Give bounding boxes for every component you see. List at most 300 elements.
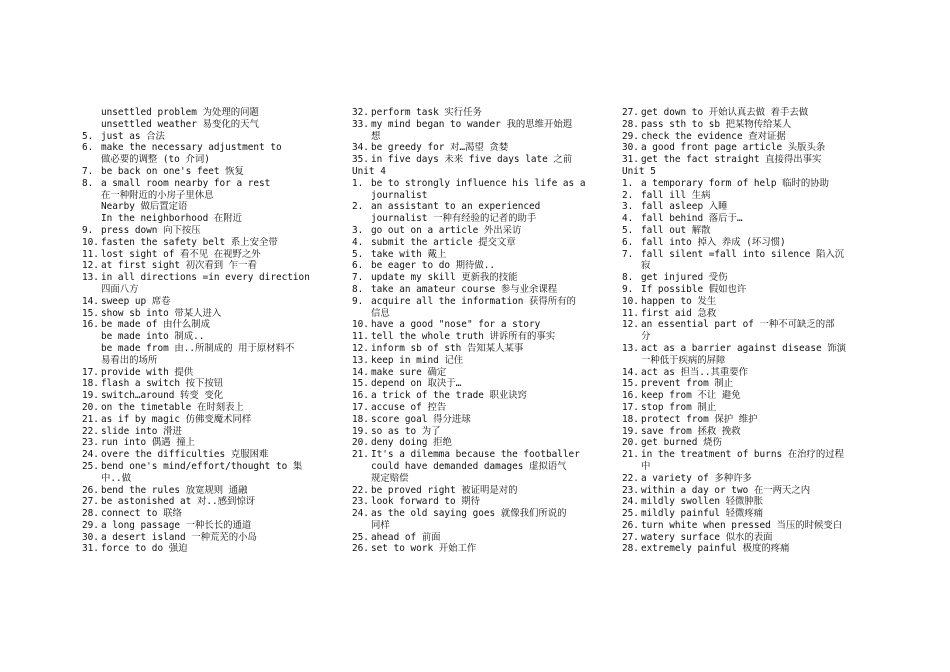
vocab-line xyxy=(352,201,603,213)
item-number: 7. xyxy=(622,248,634,260)
vocab-line xyxy=(82,414,340,426)
item-text: It's a dilemma because the footballer xyxy=(371,449,580,461)
item-number xyxy=(82,331,101,343)
vocab-line xyxy=(82,331,340,343)
item-text: on the timetable 在时刻表上 xyxy=(101,401,244,413)
item-text: fall out 解散 xyxy=(641,224,711,236)
vocab-line xyxy=(622,473,874,485)
item-text: 一种低于疾病的屏障 xyxy=(641,354,726,366)
item-number: 18. xyxy=(352,413,369,425)
item-text: run into 偶遇 撞上 xyxy=(101,437,195,449)
item-number: 24. xyxy=(622,496,639,508)
item-text: in five days 未来 five days late 之前 xyxy=(371,154,573,166)
vocab-line xyxy=(352,543,603,555)
vocab-line xyxy=(352,520,603,532)
item-text: connect to 联络 xyxy=(101,508,182,520)
vocab-line xyxy=(352,437,603,449)
item-text: inform sb of sth 告知某人某事 xyxy=(371,342,524,354)
item-number: 16. xyxy=(622,390,639,402)
item-number: 13. xyxy=(82,272,99,284)
item-number: 26. xyxy=(622,519,639,531)
item-text: 中..做 xyxy=(101,472,132,484)
item-text: get injured 受伤 xyxy=(641,272,728,284)
item-text: take with 戴上 xyxy=(371,248,447,260)
vocab-line xyxy=(352,131,603,143)
item-number: 23. xyxy=(622,484,639,496)
vocab-line xyxy=(82,367,340,379)
item-number xyxy=(82,213,101,225)
vocab-line xyxy=(352,284,603,296)
item-number xyxy=(82,284,101,296)
item-number: 11. xyxy=(82,248,99,260)
vocab-line xyxy=(622,437,874,449)
item-number: 8. xyxy=(622,272,634,284)
item-number: 5. xyxy=(82,130,94,142)
vocab-line xyxy=(352,178,603,190)
vocab-line xyxy=(622,284,874,296)
item-text: act as 担当..其重要作 xyxy=(641,366,749,378)
item-text: a good front page article 头版头条 xyxy=(641,142,826,154)
item-number: 29. xyxy=(82,519,99,531)
item-text: 中 xyxy=(641,460,651,472)
vocab-line xyxy=(622,107,874,119)
item-number xyxy=(352,308,371,320)
vocab-line xyxy=(352,272,603,284)
column-1 xyxy=(82,107,340,555)
item-text: be astonished at 对..感到惊讶 xyxy=(101,496,256,508)
item-number: 25. xyxy=(82,460,99,472)
vocab-line xyxy=(352,508,603,520)
unit-heading: Unit 5 xyxy=(622,165,656,177)
vocab-line xyxy=(352,485,603,497)
item-text: act as a barrier against disease 饰演 xyxy=(641,342,847,354)
vocab-line xyxy=(622,142,874,154)
vocab-line xyxy=(352,496,603,508)
item-text: fall into 掉入 养成 (坏习惯) xyxy=(641,236,786,248)
vocab-line xyxy=(82,131,340,143)
vocab-line xyxy=(352,402,603,414)
vocab-line xyxy=(352,449,603,461)
item-number: 31. xyxy=(622,154,639,166)
item-text: acquire all the information 获得所有的 xyxy=(371,295,576,307)
item-text: ahead of 前面 xyxy=(371,531,441,543)
item-number: 5. xyxy=(352,248,364,260)
item-number xyxy=(352,520,371,532)
vocab-line xyxy=(82,402,340,414)
item-text: perform task 实行任务 xyxy=(371,107,482,118)
item-text: extremely painful 极度的疼痛 xyxy=(641,543,790,555)
vocab-line xyxy=(622,272,874,284)
vocab-line xyxy=(352,331,603,343)
vocab-line xyxy=(622,296,874,308)
item-number xyxy=(622,461,641,473)
vocab-line xyxy=(622,426,874,438)
item-number: 17. xyxy=(352,401,369,413)
vocab-line xyxy=(622,178,874,190)
item-number: 5. xyxy=(622,224,634,236)
item-text: make sure 确定 xyxy=(371,366,447,378)
item-text: a trick of the trade 职业诀窍 xyxy=(371,390,528,402)
vocab-line xyxy=(622,190,874,202)
vocab-line xyxy=(82,343,340,355)
vocab-line xyxy=(352,461,603,473)
item-text: save from 拯救 挽救 xyxy=(641,425,741,437)
unit-heading: Unit 4 xyxy=(352,165,386,177)
item-text: be made from 由..所制成的 用于原材料不 xyxy=(101,342,295,354)
item-number: 2. xyxy=(352,201,364,213)
vocab-line xyxy=(352,237,603,249)
item-number: 27. xyxy=(622,531,639,543)
vocab-line xyxy=(622,367,874,379)
item-number xyxy=(82,201,101,213)
vocab-line xyxy=(82,260,340,272)
item-text: 分 xyxy=(641,331,651,343)
item-number: 35. xyxy=(352,154,369,166)
item-text: be proved right 被证明是对的 xyxy=(371,484,518,496)
item-number: 6. xyxy=(82,142,94,154)
item-text: unsettled problem 为处理的问题 xyxy=(101,107,259,118)
item-number: 13. xyxy=(622,342,639,354)
item-text: 四面八方 xyxy=(101,283,139,295)
vocab-line xyxy=(82,249,340,261)
vocab-line xyxy=(82,107,340,119)
vocab-line xyxy=(622,331,874,343)
item-number: 20. xyxy=(352,437,369,449)
vocab-line xyxy=(352,390,603,402)
vocab-line xyxy=(82,142,340,154)
vocab-line xyxy=(82,355,340,367)
item-text: a small room nearby for a rest xyxy=(101,177,271,189)
vocab-line xyxy=(82,213,340,225)
vocab-line xyxy=(352,343,603,355)
item-number: 28. xyxy=(82,508,99,520)
vocab-line xyxy=(352,378,603,390)
item-number: 24. xyxy=(352,508,369,520)
item-number: 7. xyxy=(352,272,364,284)
item-text: 想 xyxy=(371,130,381,142)
item-number xyxy=(82,343,101,355)
item-text: so as to 为了 xyxy=(371,425,441,437)
vocab-line xyxy=(82,225,340,237)
vocab-line xyxy=(352,355,603,367)
item-text: be to strongly influence his life as a xyxy=(371,177,586,189)
vocab-line xyxy=(622,308,874,320)
item-number: 10. xyxy=(82,236,99,248)
item-number: 11. xyxy=(352,331,369,343)
item-text: a long passage 一种长长的通道 xyxy=(101,519,252,531)
item-text: an assistant to an experienced xyxy=(371,201,541,213)
item-text: in the treatment of burns 在治疗的过程 xyxy=(641,449,845,461)
vocab-line xyxy=(622,119,874,131)
vocab-line xyxy=(82,166,340,178)
item-number: 1. xyxy=(622,177,634,189)
item-number xyxy=(82,119,101,131)
item-text: switch…around 转变 变化 xyxy=(101,390,224,402)
item-text: fall asleep 入睡 xyxy=(641,201,728,213)
vocab-line xyxy=(622,508,874,520)
item-text: Nearby 做后置定语 xyxy=(101,201,188,213)
item-text: 易看出的场所 xyxy=(101,354,158,366)
item-number: 12. xyxy=(352,342,369,354)
item-number: 11. xyxy=(622,307,639,319)
vocab-line xyxy=(352,154,603,166)
item-number: 29. xyxy=(622,130,639,142)
item-text: update my skill 更新我的技能 xyxy=(371,272,518,284)
item-text: a temporary form of help 临时的协助 xyxy=(641,177,829,189)
item-text: get burned 烧伤 xyxy=(641,437,722,449)
item-number: 3. xyxy=(352,224,364,236)
item-text: be back on one's feet 恢复 xyxy=(101,165,244,177)
vocab-line xyxy=(82,426,340,438)
item-text: fall ill 生病 xyxy=(641,189,711,201)
vocab-line xyxy=(622,402,874,414)
item-text: slide into 滑进 xyxy=(101,425,182,437)
item-text: sweep up 席卷 xyxy=(101,295,171,307)
item-number: 10. xyxy=(622,295,639,307)
item-text: fall silent =fall into silence 陷入沉 xyxy=(641,248,845,260)
vocab-line xyxy=(352,213,603,225)
item-number: 32. xyxy=(352,107,369,118)
item-number: 2. xyxy=(622,189,634,201)
item-number: 4. xyxy=(352,236,364,248)
item-text: turn white when pressed 当压的时候变白 xyxy=(641,519,843,531)
vocab-line xyxy=(622,461,874,473)
vocab-line xyxy=(352,319,603,331)
item-text: my mind began to wander 我的思维开始遐 xyxy=(371,118,573,130)
item-text: just as 合法 xyxy=(101,130,165,142)
item-number: 22. xyxy=(352,484,369,496)
item-text: flash a switch 按下按钮 xyxy=(101,378,224,390)
item-text: within a day or two 在一两天之内 xyxy=(641,484,811,496)
item-number: 21. xyxy=(352,449,369,461)
item-text: submit the article 提交文章 xyxy=(371,236,516,248)
item-number: 10. xyxy=(352,319,369,331)
item-number xyxy=(352,461,371,473)
vocab-line xyxy=(82,201,340,213)
vocab-line xyxy=(352,426,603,438)
vocab-line xyxy=(352,225,603,237)
item-number: 27. xyxy=(82,496,99,508)
vocab-line xyxy=(622,249,874,261)
vocab-line xyxy=(622,237,874,249)
vocab-line xyxy=(352,107,603,119)
vocab-line xyxy=(622,201,874,213)
vocab-line xyxy=(82,508,340,520)
item-text: be made of 由什么制成 xyxy=(101,319,210,331)
item-text: 同样 xyxy=(371,519,390,531)
item-text: tell the whole truth 讲诉所有的事实 xyxy=(371,331,556,343)
item-number: 9. xyxy=(352,295,364,307)
item-text: depend on 取决于… xyxy=(371,378,462,390)
item-number xyxy=(622,331,641,343)
vocab-line xyxy=(352,249,603,261)
item-number xyxy=(82,154,101,166)
vocab-line xyxy=(622,414,874,426)
vocab-line xyxy=(82,520,340,532)
vocab-line xyxy=(82,473,340,485)
item-text: 寂 xyxy=(641,260,651,272)
item-text: If possible 假如也许 xyxy=(641,283,747,295)
item-number: 34. xyxy=(352,142,369,154)
vocab-line xyxy=(352,367,603,379)
vocab-line xyxy=(82,178,340,190)
item-number xyxy=(82,355,101,367)
item-text: show sb into 带某人进入 xyxy=(101,307,222,319)
item-number: 20. xyxy=(82,401,99,413)
vocab-line xyxy=(82,284,340,296)
item-number: 22. xyxy=(622,472,639,484)
vocab-line xyxy=(622,449,874,461)
item-number: 31. xyxy=(82,543,99,555)
item-text: watery surface 似水的表面 xyxy=(641,531,773,543)
item-text: overe the difficulties 克服困难 xyxy=(101,449,269,461)
item-text: get the fact straight 直接得出事实 xyxy=(641,154,822,166)
item-text: check the evidence 查对证据 xyxy=(641,130,786,142)
item-number: 21. xyxy=(622,449,639,461)
item-text: In the neighborhood 在附近 xyxy=(101,213,243,225)
item-text: bend the rules 放宽规则 通融 xyxy=(101,484,248,496)
vocab-line xyxy=(82,390,340,402)
item-number: 16. xyxy=(352,390,369,402)
item-number: 26. xyxy=(352,543,369,555)
item-text: journalist 一种有经验的记者的助手 xyxy=(371,213,537,225)
item-number xyxy=(622,355,641,367)
item-number: 25. xyxy=(352,531,369,543)
vocab-line xyxy=(352,142,603,154)
item-text: a variety of 多种许多 xyxy=(641,472,752,484)
item-number: 14. xyxy=(622,366,639,378)
item-number: 23. xyxy=(352,496,369,508)
vocab-line xyxy=(622,355,874,367)
item-number: 16. xyxy=(82,319,99,331)
item-text: be made into 制成.. xyxy=(101,331,205,343)
vocab-line xyxy=(352,532,603,544)
item-number: 24. xyxy=(82,449,99,461)
item-number: 14. xyxy=(352,366,369,378)
vocab-line xyxy=(352,308,603,320)
item-text: journalist xyxy=(371,189,428,201)
vocab-line xyxy=(82,532,340,544)
vocab-line xyxy=(622,154,874,166)
item-text: accuse of 控告 xyxy=(371,401,447,413)
vocab-line xyxy=(352,119,603,131)
vocab-line xyxy=(82,461,340,473)
item-number: 4. xyxy=(622,213,634,225)
item-number: 8. xyxy=(82,177,94,189)
item-number: 28. xyxy=(622,543,639,555)
item-number xyxy=(352,190,371,202)
item-number: 15. xyxy=(82,307,99,319)
vocab-line xyxy=(352,190,603,202)
vocab-line xyxy=(622,485,874,497)
vocab-line xyxy=(82,190,340,202)
item-number: 3. xyxy=(622,201,634,213)
item-text: 信息 xyxy=(371,307,390,319)
item-text: protect from 保护 维护 xyxy=(641,413,758,425)
vocab-line xyxy=(82,296,340,308)
column-2 xyxy=(352,107,603,555)
item-text: an essential part of 一种不可缺乏的部 xyxy=(641,319,835,331)
item-text: deny doing 拒绝 xyxy=(371,437,452,449)
item-text: get down to 开始认真去做 着手去做 xyxy=(641,107,809,118)
vocab-line xyxy=(622,378,874,390)
item-number: 20. xyxy=(622,437,639,449)
item-text: stop from 制止 xyxy=(641,401,717,413)
vocab-line xyxy=(622,213,874,225)
item-number: 25. xyxy=(622,508,639,520)
vocab-line xyxy=(622,225,874,237)
item-text: as if by magic 仿佛变魔术同样 xyxy=(101,413,252,425)
item-text: 规定赔偿 xyxy=(371,472,409,484)
item-text: as the old saying goes 就像我们所说的 xyxy=(371,508,567,520)
item-text: in all directions =in every direction xyxy=(101,272,310,284)
item-number: 27. xyxy=(622,107,639,118)
item-text: 做必要的调整 (to 介词) xyxy=(101,154,210,166)
item-number: 14. xyxy=(82,295,99,307)
item-number: 12. xyxy=(622,319,639,331)
item-number: 15. xyxy=(352,378,369,390)
vocab-line xyxy=(82,437,340,449)
item-text: score goal 得分进球 xyxy=(371,413,471,425)
vocab-line xyxy=(352,296,603,308)
item-number: 18. xyxy=(622,413,639,425)
item-number: 28. xyxy=(622,118,639,130)
item-number: 1. xyxy=(352,177,364,189)
item-text: fall behind 落后于… xyxy=(641,213,743,225)
item-text: could have demanded damages 虚拟语气 xyxy=(371,460,567,472)
vocab-line xyxy=(82,378,340,390)
item-text: bend one's mind/effort/thought to 集 xyxy=(101,460,303,472)
item-number: 8. xyxy=(352,283,364,295)
vocab-line xyxy=(82,272,340,284)
item-text: prevent from 制止 xyxy=(641,378,734,390)
vocab-line xyxy=(352,414,603,426)
vocab-line xyxy=(622,260,874,272)
vocab-line xyxy=(622,131,874,143)
vocab-line xyxy=(622,520,874,532)
item-text: at first sight 初次看到 乍一看 xyxy=(101,260,257,272)
vocab-line xyxy=(82,485,340,497)
item-number xyxy=(82,473,101,485)
item-text: 在一种附近的小房子里休息 xyxy=(101,189,214,201)
vocab-line xyxy=(622,543,874,555)
vocab-line xyxy=(82,496,340,508)
item-number: 7. xyxy=(82,165,94,177)
item-text: mildly painful 轻微疼痛 xyxy=(641,508,764,520)
item-number: 15. xyxy=(622,378,639,390)
item-number: 19. xyxy=(622,425,639,437)
item-text: be greedy for 对…渴望 贪婪 xyxy=(371,142,509,154)
item-text: lost sight of 看不见 在视野之外 xyxy=(101,248,261,260)
vocab-line xyxy=(82,543,340,555)
item-number: 9. xyxy=(82,224,94,236)
item-text: look forward to 期待 xyxy=(371,496,481,508)
item-text: be eager to do 期待做.. xyxy=(371,260,496,272)
item-text: provide with 提供 xyxy=(101,366,194,378)
vocab-line xyxy=(622,532,874,544)
item-number xyxy=(82,190,101,202)
item-text: keep in mind 记住 xyxy=(371,354,464,366)
vocab-line xyxy=(622,319,874,331)
item-text: make the necessary adjustment to xyxy=(101,142,282,154)
item-number: 33. xyxy=(352,118,369,130)
vocab-line xyxy=(352,473,603,485)
vocab-line xyxy=(82,237,340,249)
vocab-line xyxy=(82,449,340,461)
item-text: fasten the safety belt 系上安全带 xyxy=(101,236,278,248)
item-number: 12. xyxy=(82,260,99,272)
item-number: 18. xyxy=(82,378,99,390)
